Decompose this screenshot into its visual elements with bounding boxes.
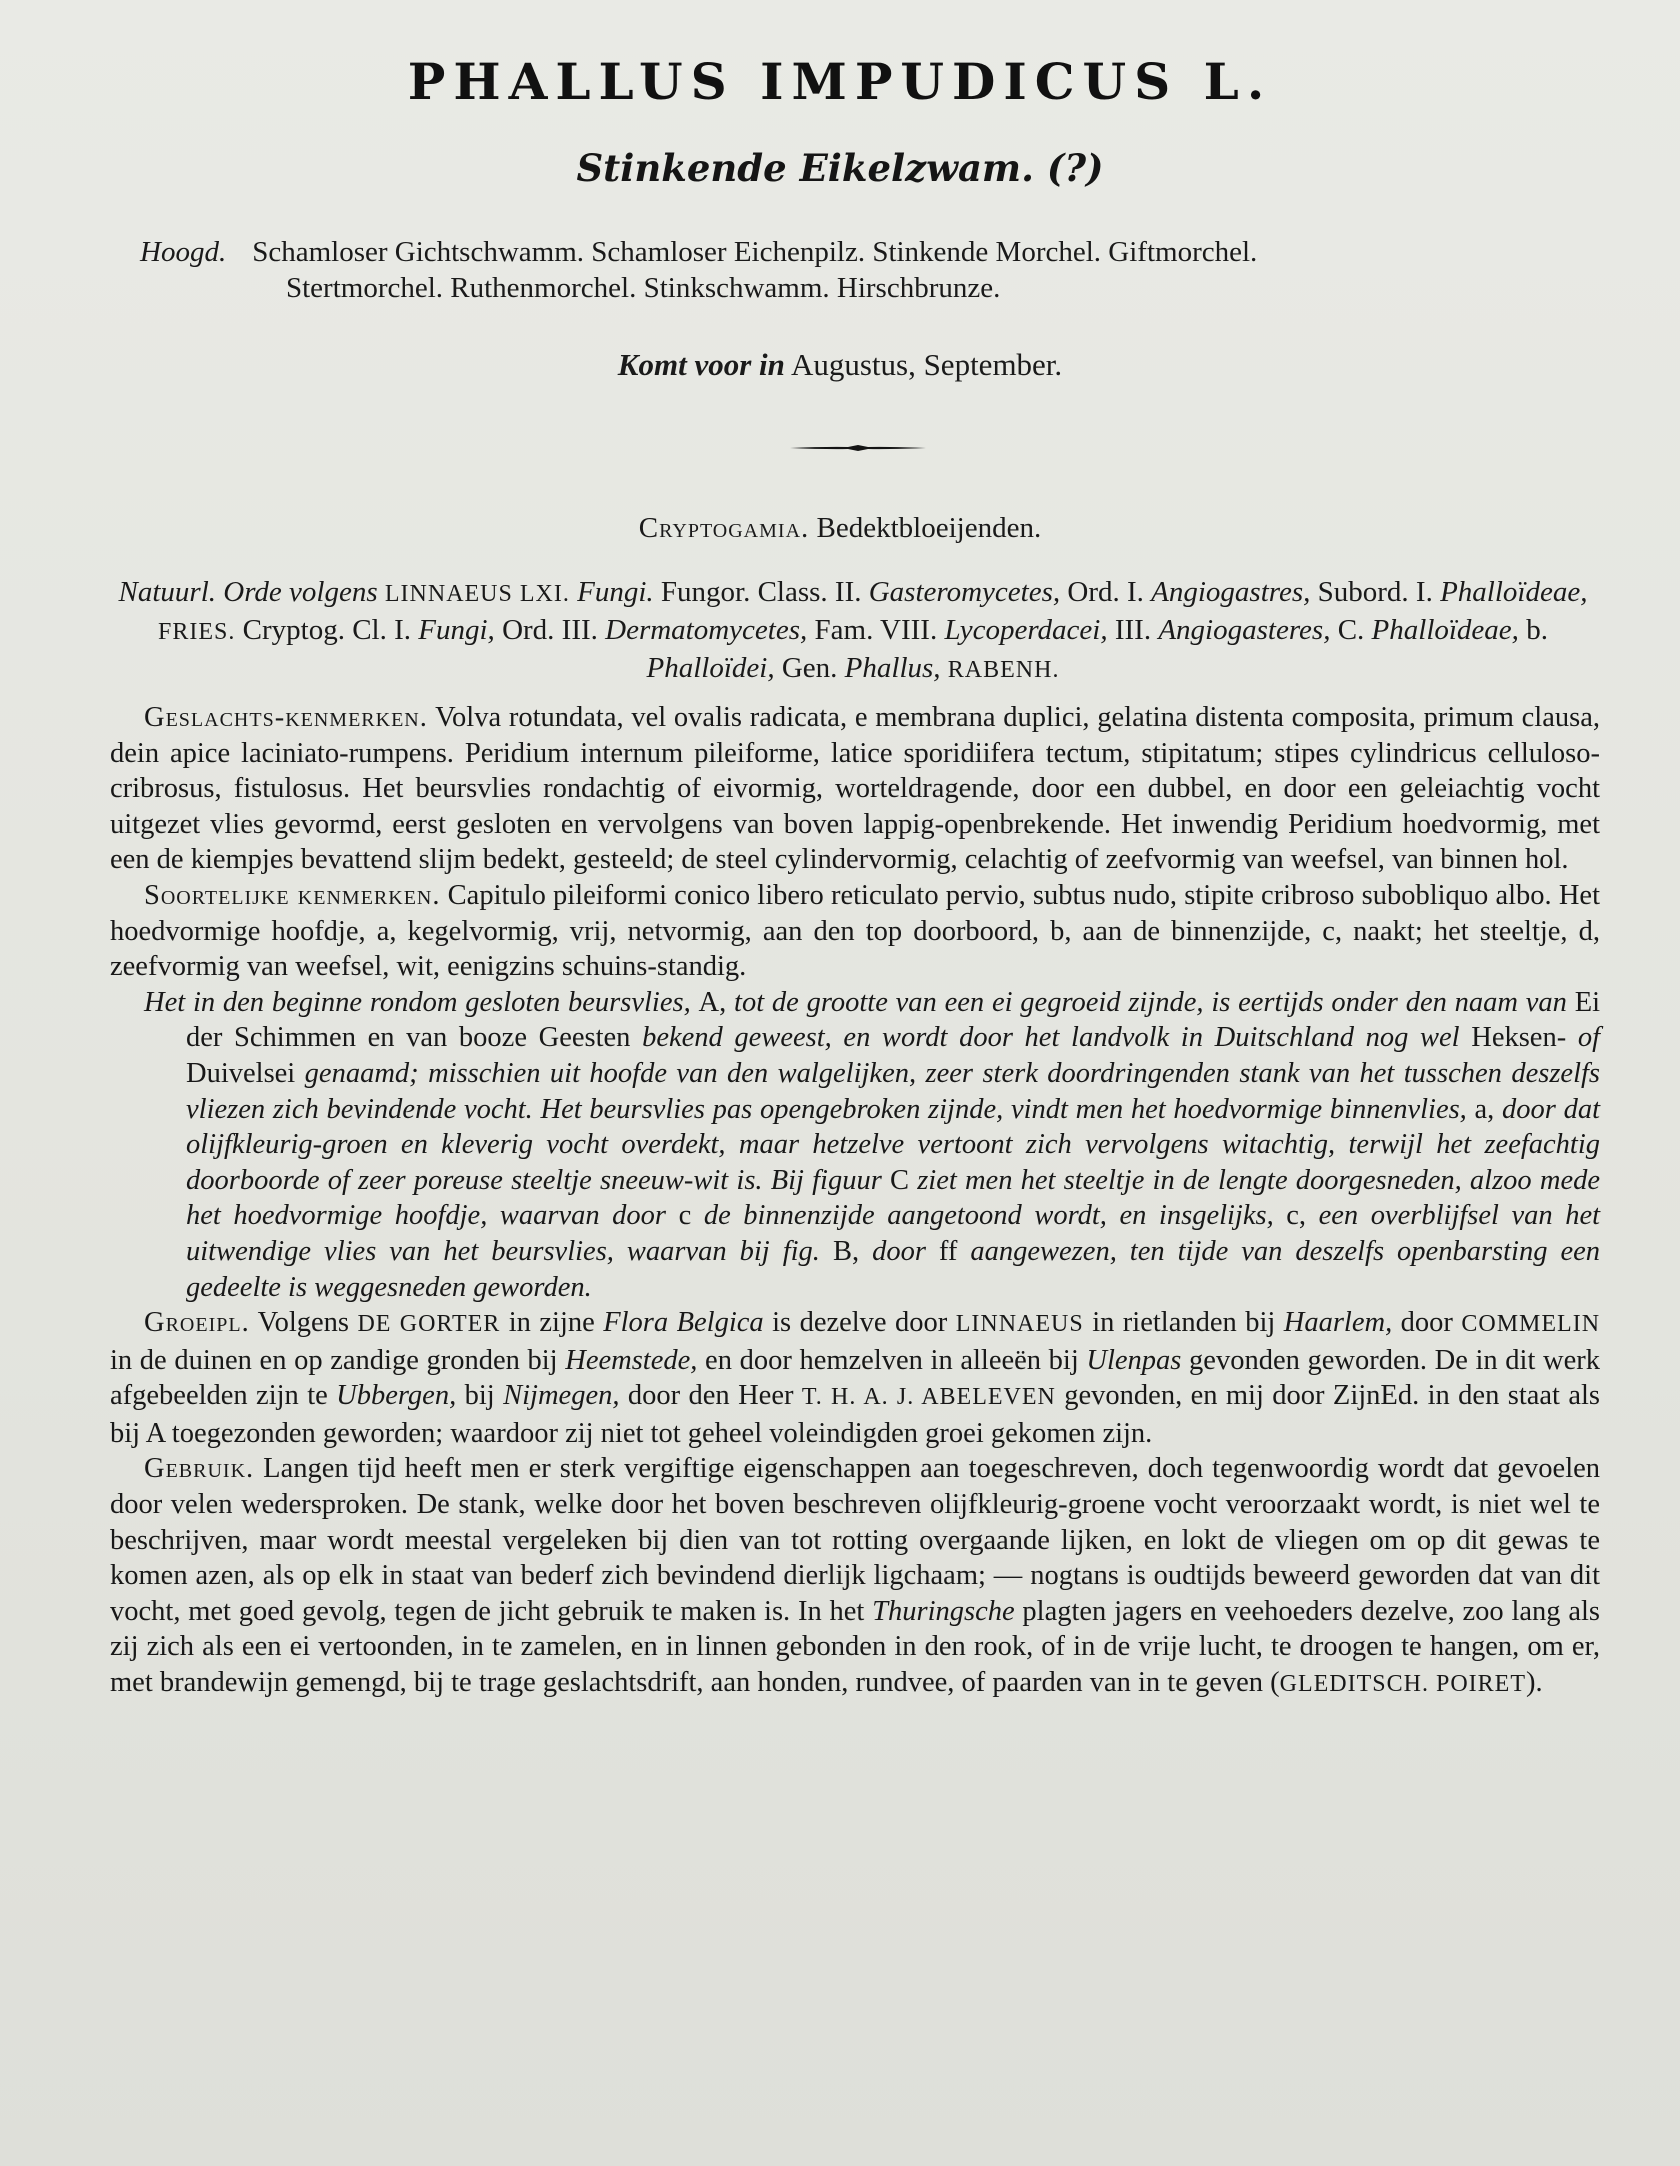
taxonomy-text: Dermatomycetes,	[605, 614, 808, 646]
genus-heading: Geslachts-kenmerken.	[144, 702, 428, 733]
habitat-text: Volgens	[257, 1307, 349, 1339]
taxonomy-text: Lycoperdacei,	[944, 614, 1108, 646]
genus-characteristics-paragraph	[110, 700, 1600, 878]
description-text: een overblijfsel van het uitwendige vlies van het beursvlies, waarvan bij fig.	[186, 1200, 1601, 1267]
season-line	[0, 347, 1680, 383]
ornamental-divider	[790, 444, 926, 452]
place-name: Ulenpas	[1086, 1344, 1182, 1376]
taxonomy-text: Cryptog. Cl. I.	[242, 614, 412, 646]
usage-heading: Gebruik.	[144, 1453, 255, 1485]
person-name: LINNAEUS	[955, 1311, 1084, 1338]
place-name: Heemstede,	[565, 1344, 698, 1376]
german-synonyms	[140, 234, 1610, 306]
description-body	[110, 700, 1600, 1703]
habitat-heading: Groeipl.	[144, 1307, 250, 1339]
description-text: aangewezen, ten tijde van deszelfs openbarsting een gedeelte is weggesneden geworden.	[186, 1235, 1601, 1303]
description-text: Ei der Schimmen en van booze Geesten	[186, 986, 1601, 1054]
taxonomy-text: b.	[1526, 614, 1548, 646]
season-months: Augustus, September.	[790, 347, 1063, 382]
usage-paragraph	[110, 1451, 1600, 1702]
species-text: Capitulo pileiformi conico libero reticulato pervio, subtus nudo, stipite cribroso subobliquo albo. Het hoedvormige hoofdje, a, kegelvormig, vrij, netvormig, aan den top doorboord, b, aan de binnenzijde, c, naakt; het steeltje, d, zeefvormig van weefsel, wit, eenigzins schuins-standig.	[110, 879, 1600, 983]
description-text: of	[1577, 1022, 1601, 1054]
taxonomy-text: Angiogasteres,	[1158, 614, 1331, 646]
book-title: Flora Belgica	[603, 1307, 764, 1339]
taxonomy-author: FRIES.	[158, 619, 236, 645]
taxonomy-text: Fam. VIII.	[814, 614, 938, 646]
taxonomy-text: III.	[1114, 614, 1152, 646]
figure-ref: c	[678, 1200, 692, 1232]
description-text: de binnenzijde aangetoond wordt, en insgelijks,	[703, 1200, 1274, 1232]
habitat-text: in zijne	[508, 1307, 595, 1339]
person-name: T. H. A. J. ABELEVEN	[801, 1384, 1056, 1411]
description-text: Heksen-	[1471, 1022, 1567, 1054]
person-name: GLEDITSCH. POIRET	[1279, 1671, 1526, 1698]
taxonomy-text: Fungor. Class. II.	[660, 576, 862, 608]
figure-ref: B,	[832, 1235, 860, 1267]
page-title: PHALLUS IMPUDICUS L.	[407, 52, 1273, 111]
figure-ref: A,	[698, 986, 727, 1018]
habitat-text: in de duinen en op zandige gronden bij	[110, 1344, 558, 1376]
habitat-text: door	[1400, 1307, 1453, 1339]
description-text: Het in den beginne rondom gesloten beursvlies,	[144, 986, 691, 1018]
usage-text: plagten jagers en veehoeders dezelve, zoo lang als zij zich als een ei vertoonden, in te zamelen, en in linnen gebonden in den rook, of in de vrije lucht, te droogen te hangen, om er, met brandewijn gemengd, bij te trage geslachtsdrift, aan honden, rundvee, of paarden van in te geven (	[110, 1595, 1600, 1699]
taxonomy-author: LINNAEUS LXI.	[384, 581, 570, 607]
person-name: COMMELIN	[1461, 1311, 1601, 1338]
taxonomy-text: Gen.	[781, 652, 838, 684]
description-text: genaamd; misschien uit hoofde van den walgelijken, zeer sterk doordringenden stank van het tusschen deszelfs vliezen zich bevindende vocht. Het beursvlies pas opengebroken zijnde, vindt men het hoedvormige binnenvlies,	[186, 1057, 1600, 1125]
place-name: Ubbergen,	[336, 1380, 457, 1412]
description-text: door	[872, 1235, 926, 1267]
synonyms-line-1: Schamloser Gichtschwamm. Schamloser Eichenpilz. Stinkende Morchel. Giftmorchel.	[252, 236, 1258, 268]
place-name: Thuringsche	[872, 1595, 1015, 1627]
season-prefix: Komt voor in	[617, 347, 785, 382]
taxonomy-text: Gasteromycetes,	[868, 576, 1061, 608]
figure-ref: C	[890, 1164, 910, 1196]
taxonomy-text: Ord. III.	[502, 614, 598, 646]
usage-text: Langen tijd heeft men er sterk vergiftige eigenschappen aan toegeschreven, doch tegenwoordig wordt dat gevoelen door velen wedersproken. De stank, welke door het boven beschreven olijfkleurig-groene vocht veroorzaakt wordt, is niet wel te beschrijven, maar wordt meestal vergeleken bij dien van tot rotting overgaande lijken, en lokt de vliegen om op dit gewas te komen azen, als op elk in staat van bederf zich bevindend dierlijk ligchaam; — nogtans is oudtijds beweerd geworden dat van dit vocht, met goed gevolg, tegen de jicht gebruik te maken is. In het	[110, 1453, 1601, 1627]
description-text: Duivelsei	[186, 1057, 296, 1089]
species-characteristics-paragraph	[110, 878, 1600, 985]
description-text: ziet men het steeltje in de lengte doorgesneden, alzoo mede het hoedvormige hoofdje, waarvan door	[186, 1164, 1601, 1232]
place-name: Haarlem,	[1283, 1307, 1393, 1339]
habitat-paragraph	[110, 1305, 1600, 1451]
taxonomy-text: Fungi.	[577, 576, 654, 608]
synonyms-label: Hoogd.	[140, 236, 227, 268]
description-text: tot de grootte van een ei gegroeid zijnde, is eertijds onder den naam van	[734, 986, 1567, 1018]
taxonomy-text: C.	[1337, 614, 1365, 646]
figure-ref: a,	[1474, 1093, 1495, 1125]
taxonomy-author: RABENH.	[947, 657, 1060, 683]
species-heading: Soortelijke kenmerken.	[144, 879, 441, 911]
synonyms-line-2: Stertmorchel. Ruthenmorchel. Stinkschwamm. Hirschbrunze.	[286, 272, 1001, 304]
taxonomy-text: Angiogastres,	[1151, 576, 1311, 608]
habitat-text: gevonden, en mij door ZijnEd. in den staat als bij A toegezonden geworden; waardoor zij niet tot geheel voleindigden groei gekomen zijn.	[110, 1380, 1601, 1449]
taxonomy-text: Natuurl. Orde volgens	[118, 576, 378, 608]
habitat-text: bij	[464, 1380, 495, 1412]
usage-text: ).	[1525, 1667, 1543, 1699]
description-text: bekend geweest, en wordt door het landvolk in Duitschland nog wel	[642, 1022, 1460, 1054]
description-text: door dat olijfkleurig-groen en kleverig vocht overdekt, maar hetzelve vertoont zich vervolgens witachtig, terwijl het zeefachtig doorboorde of zeer poreuse steeltje sneeuw-wit is. Bij figuur	[186, 1093, 1601, 1196]
habitat-text: en door hemzelven in alleeën bij	[705, 1344, 1079, 1376]
taxonomy-text: Phalloïdei,	[646, 652, 775, 684]
taxonomy-text: Ord. I.	[1067, 576, 1144, 608]
habitat-text: in rietlanden bij	[1092, 1307, 1276, 1339]
dutch-name: Stinkende Eikelzwam. (?)	[576, 146, 1104, 190]
taxonomy-text: Phallus,	[844, 652, 941, 684]
taxonomy-block	[108, 574, 1598, 688]
genus-text: Volva rotundata, vel ovalis radicata, e membrana duplici, gelatina distenta composita, primum clausa, dein apice laciniato-rumpens. Peridium internum pileiforme, latice sporidiifera tectum, stipitatum; stipes cylindricus celluloso-cribrosus, fistulosus. Het beursvlies rondachtig of eivormig, worteldragende, door een dubbel, en door een geleiachtig vocht uitgezet vlies gevormd, eerst gesloten en vervolgens van boven lappig-openbrekende. Het inwendig Peridium hoedvormig, met een de kiempjes bevattend slijm bedekt, gesteeld; de steel cylindervormig, celachtig of zeefvormig van weefsel, van binnen hol.	[110, 702, 1600, 876]
division-label: Cryptogamia.	[638, 512, 810, 544]
description-paragraph	[110, 985, 1600, 1305]
habitat-text: is dezelve door	[772, 1307, 948, 1339]
taxonomy-text: Fungi,	[418, 614, 495, 646]
figure-ref: c,	[1286, 1200, 1307, 1232]
class-label: Bedektbloeijenden.	[816, 512, 1042, 544]
person-name: DE GORTER	[357, 1311, 501, 1338]
figure-ref: ff	[938, 1235, 958, 1267]
taxonomy-text: Phalloïdeae,	[1371, 614, 1519, 646]
place-name: Nijmegen,	[503, 1380, 620, 1412]
classification-line	[0, 512, 1680, 545]
habitat-text: door den Heer	[627, 1380, 794, 1412]
taxonomy-text: Phalloïdeae,	[1440, 576, 1588, 608]
habitat-text: gevonden geworden. De in dit werk afgebeelden zijn te	[110, 1344, 1600, 1412]
taxonomy-text: Subord. I.	[1317, 576, 1433, 608]
